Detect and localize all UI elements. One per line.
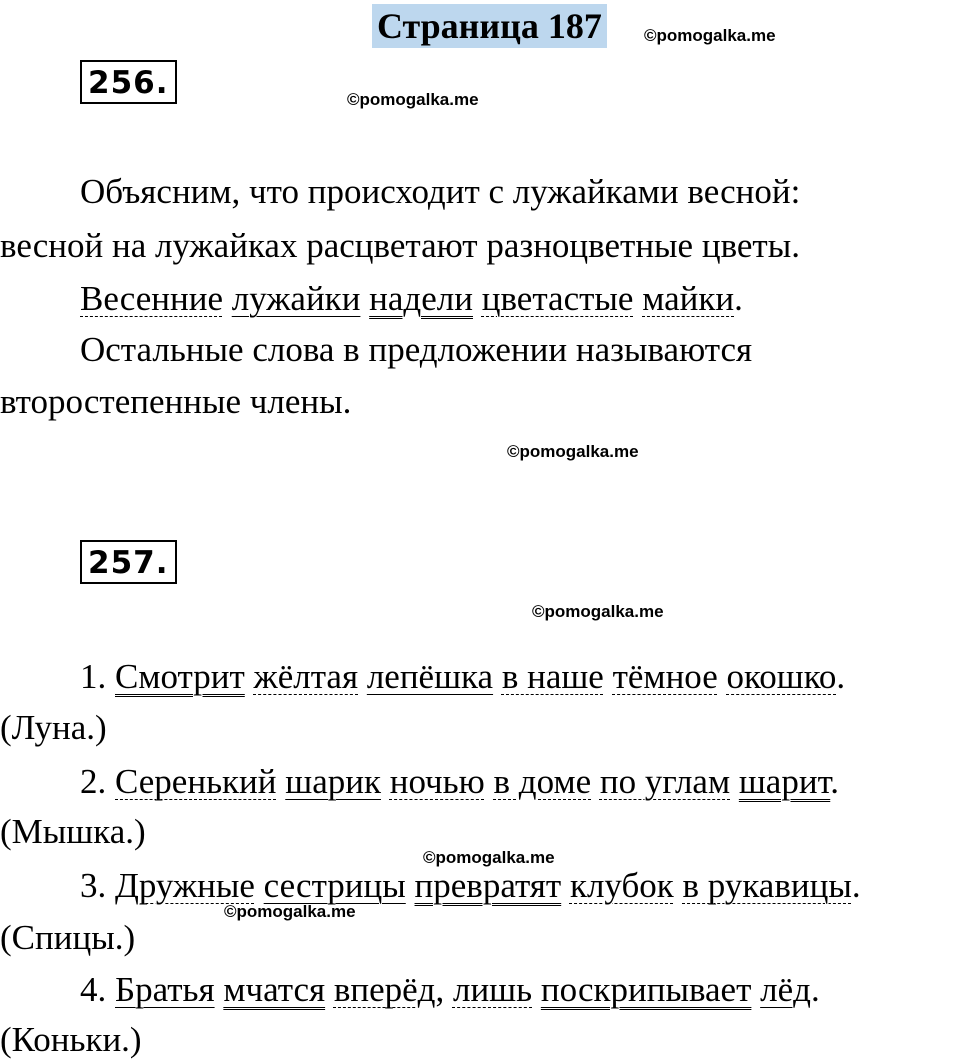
riddle-answer: (Мышка.) [0,812,146,851]
definition-word: цветастые [481,279,634,318]
riddle-answer: (Спицы.) [0,918,136,957]
space [255,866,264,905]
adverbial-word: в доме [493,762,592,801]
space [277,762,286,801]
definition-word: жёлтая [253,657,359,696]
page-title: Страница 187 [372,4,607,48]
adverbial-word: по углам [599,762,731,801]
space [493,657,502,696]
watermark: ©pomogalka.me [347,90,479,109]
adverbial-word: ночью [389,762,485,801]
riddle-line [0,762,839,802]
riddle-line [0,970,820,1010]
object-word: клубок [569,866,674,905]
object-word: майки [642,279,735,318]
watermark: ©pomogalka.me [532,602,664,621]
riddle-answer: (Луна.) [0,708,107,747]
subject-word: лепёшка [366,657,494,696]
adverbial-word: в рукавицы [682,866,852,905]
definition-word: Дружные [115,866,255,905]
riddle-answer: (Коньки.) [0,1020,142,1059]
paragraph-line: Остальные слова в предложении называются [80,330,753,369]
space [485,762,494,801]
riddle-line [0,866,861,906]
punctuation: , [435,970,453,1009]
predicate-word: шарит [738,762,831,801]
punctuation: . [836,657,846,696]
watermark: ©pomogalka.me [224,902,356,921]
riddle-number: 2. [80,762,115,801]
watermark: ©pomogalka.me [507,442,639,461]
subject-word: Братья [115,970,215,1009]
watermark: ©pomogalka.me [644,26,776,45]
definition-word: тёмное [612,657,718,696]
space [718,657,727,696]
space [532,970,541,1009]
space [358,657,367,696]
adverbial-word: лишь [452,970,533,1009]
watermark: ©pomogalka.me [423,848,555,867]
exercise-number-257: 257. [80,540,177,584]
adverbial-word: вперёд [333,970,436,1009]
definition-word: Серенький [115,762,277,801]
space [751,970,760,1009]
space [406,866,415,905]
definition-word: Весенние [80,279,223,318]
space [604,657,613,696]
punctuation: . [851,866,861,905]
space [381,762,390,801]
analyzed-sentence [0,279,743,319]
riddle-number: 3. [80,866,115,905]
riddle-line [0,657,845,697]
subject-word: лужайки [231,279,361,318]
space [730,762,739,801]
space [360,279,369,318]
predicate-word: превратят [414,866,562,905]
predicate-word: Смотрит [115,657,245,696]
space [245,657,254,696]
space [325,970,334,1009]
space [561,866,570,905]
paragraph-line: весной на лужайках расцветают разноцветные цветы. [0,226,800,265]
exercise-number-256: 256. [80,60,177,104]
space [674,866,683,905]
punctuation: . [830,762,839,801]
space [223,279,232,318]
subject-word: лёд [760,970,811,1009]
subject-word: шарик [285,762,381,801]
space [473,279,482,318]
predicate-word: надели [369,279,473,318]
paragraph-line: второстепенные члены. [0,382,352,421]
space [591,762,600,801]
space [633,279,642,318]
adverbial-word: окошко [726,657,837,696]
predicate-word: поскрипывает [540,970,752,1009]
punctuation: . [810,970,820,1009]
subject-word: сестрицы [263,866,406,905]
adverbial-word: в наше [501,657,604,696]
paragraph-line: Объясним, что происходит с лужайками весной: [80,172,801,211]
punctuation: . [734,279,743,318]
riddle-number: 1. [80,657,115,696]
predicate-word: мчатся [223,970,326,1009]
riddle-number: 4. [80,970,115,1009]
